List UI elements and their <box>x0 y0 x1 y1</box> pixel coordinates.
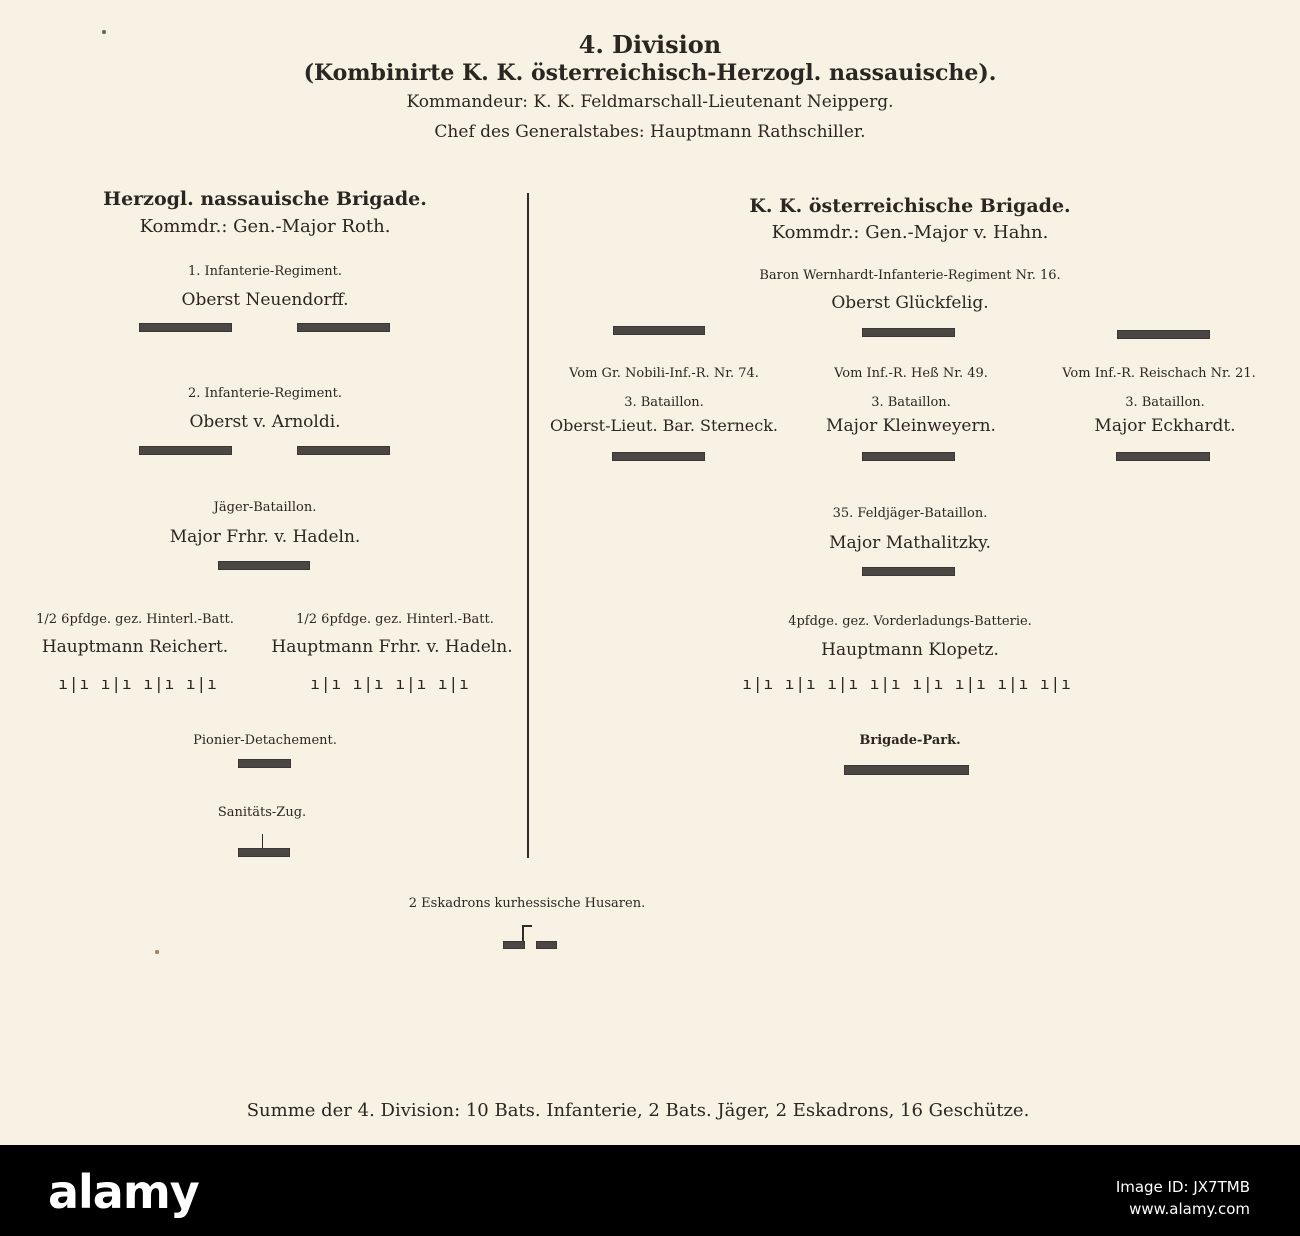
medical-unit: Sanitäts-Zug. <box>217 805 307 820</box>
battalion-symbol <box>1116 452 1210 461</box>
battalion-symbol <box>297 323 390 332</box>
battalion-3-commander: Major Eckhardt. <box>1094 416 1236 436</box>
battery-2-name: 1/2 6pfdge. gez. Hinterl.-Batt. <box>296 612 494 627</box>
right-brigade-name: K. K. österreichische Brigade. <box>749 195 1071 217</box>
stock-logo: alamy <box>48 1165 199 1219</box>
regiment-16-commander: Oberst Glückfelig. <box>831 293 989 313</box>
feldjaeger-battalion-commander: Major Mathalitzky. <box>829 533 991 553</box>
regiment-1-name: 1. Infanterie-Regiment. <box>187 264 343 279</box>
battalion-1-origin: Vom Gr. Nobili-Inf.-R. Nr. 74. <box>569 366 759 381</box>
battalion-symbol <box>218 561 310 570</box>
jaeger-battalion-name: Jäger-Bataillon. <box>213 500 317 515</box>
regiment-16-name: Baron Wernhardt-Infanterie-Regiment Nr. 16. <box>759 268 1061 283</box>
battalion-symbol <box>139 446 232 455</box>
chief-of-staff: Chef des Generalstabes: Hauptmann Rathschiller. <box>434 122 866 142</box>
regiment-2-commander: Oberst v. Arnoldi. <box>189 412 341 432</box>
brigade-park: Brigade-Park. <box>859 733 961 748</box>
cavalry-flag-pennant <box>522 925 532 927</box>
battery-1-commander: Hauptmann Reichert. <box>41 637 229 657</box>
regiment-2-name: 2. Infanterie-Regiment. <box>187 386 343 401</box>
detachment-symbol <box>238 759 291 768</box>
battery-2-commander: Hauptmann Frhr. v. Hadeln. <box>271 637 513 657</box>
gun-symbols: ı|ı ı|ı ı|ı ı|ı <box>58 674 218 693</box>
medical-symbol <box>238 848 290 857</box>
left-brigade-name: Herzogl. nassauische Brigade. <box>103 188 427 210</box>
battery-commander: Hauptmann Klopetz. <box>821 640 999 660</box>
jaeger-battalion-commander: Major Frhr. v. Hadeln. <box>169 527 361 547</box>
battalion-symbol <box>613 326 705 335</box>
park-symbol <box>844 765 969 775</box>
battalion-symbol <box>297 446 390 455</box>
cavalry-flag <box>522 925 524 941</box>
gun-symbols: ı|ı ı|ı ı|ı ı|ı <box>310 674 470 693</box>
battalion-symbol <box>862 567 955 576</box>
stock-url: www.alamy.com <box>1129 1200 1250 1218</box>
feldjaeger-battalion-name: 35. Feldjäger-Bataillon. <box>832 506 988 521</box>
regiment-1-commander: Oberst Neuendorff. <box>181 290 349 310</box>
division-title: 4. Division <box>578 30 722 59</box>
medical-flag <box>262 834 263 848</box>
battalion-2-origin: Vom Inf.-R. Heß Nr. 49. <box>834 366 988 381</box>
pionier-detachment: Pionier-Detachement. <box>193 733 337 748</box>
battalion-symbol <box>612 452 705 461</box>
left-brigade-commander: Kommdr.: Gen.-Major Roth. <box>139 216 391 237</box>
paper-speck <box>102 30 106 34</box>
battalion-3-origin: Vom Inf.-R. Reischach Nr. 21. <box>1062 366 1256 381</box>
squadron-symbol <box>503 941 525 949</box>
squadron-symbol <box>536 941 557 949</box>
division-commander: Kommandeur: K. K. Feldmarschall-Lieutenant Neipperg. <box>406 92 894 112</box>
battalion-symbol <box>139 323 232 332</box>
stock-image-info <box>1116 1176 1250 1220</box>
paper-speck <box>155 950 159 954</box>
battalion-1-name: 3. Bataillon. <box>624 395 704 410</box>
battalion-symbol <box>1117 330 1210 339</box>
right-brigade-commander: Kommdr.: Gen.-Major v. Hahn. <box>771 222 1049 243</box>
division-summary: Summe der 4. Division: 10 Bats. Infanterie, 2 Bats. Jäger, 2 Eskadrons, 16 Geschütze. <box>246 1100 1030 1121</box>
battery-1-name: 1/2 6pfdge. gez. Hinterl.-Batt. <box>36 612 234 627</box>
division-subtitle: (Kombinirte K. K. österreichisch-Herzogl. nassauische). <box>303 60 997 86</box>
battalion-1-commander: Oberst-Lieut. Bar. Sterneck. <box>549 416 779 435</box>
battalion-2-commander: Major Kleinweyern. <box>826 416 996 436</box>
brigade-divider <box>527 193 529 858</box>
gun-symbols: ı|ı ı|ı ı|ı ı|ı ı|ı ı|ı ı|ı ı|ı <box>742 674 1072 693</box>
battalion-symbol <box>862 452 955 461</box>
battery-name: 4pfdge. gez. Vorderladungs-Batterie. <box>788 614 1032 629</box>
image-id: Image ID: JX7TMB <box>1115 1178 1250 1196</box>
battalion-2-name: 3. Bataillon. <box>871 395 951 410</box>
battalion-3-name: 3. Bataillon. <box>1125 395 1205 410</box>
battalion-symbol <box>862 328 955 337</box>
cavalry-unit: 2 Eskadrons kurhessische Husaren. <box>408 896 646 911</box>
